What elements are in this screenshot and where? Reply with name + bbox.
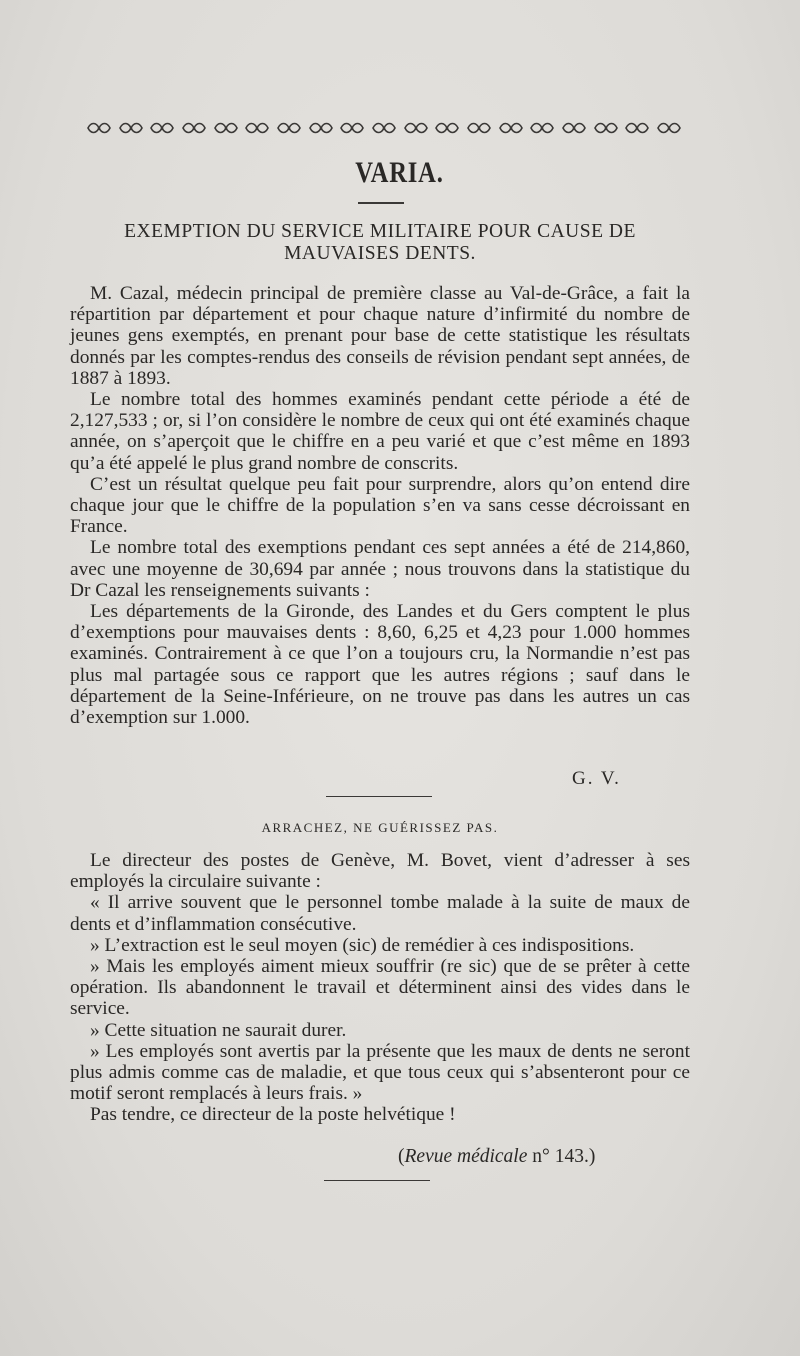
paragraph: Le nombre total des hommes examinés pendant cette période a été de 2,127,533 ; or, si l’on considère le nombre de ceux qui ont été examinés chaque année, on s’aperçoit que le chiffre en a peu varié et que c’est même en 1893 qu’a été appelé le plus grand nombre de conscrits. <box>70 389 690 474</box>
ornament-motif <box>244 121 270 135</box>
paragraph: Le directeur des postes de Genève, M. Bovet, vient d’adresser à ses employés la circulaire suivante : <box>70 850 690 893</box>
ornament-motif <box>498 121 524 135</box>
ornament-motif <box>624 121 650 135</box>
ornament-motif <box>656 121 682 135</box>
ornament-motif <box>213 121 239 135</box>
ornament-motif <box>529 121 555 135</box>
article-body <box>70 850 690 1126</box>
ornament-motif <box>403 121 429 135</box>
paragraph: » L’extraction est le seul moyen (sic) de remédier à ces indispositions. <box>90 934 635 956</box>
ornament-motif <box>308 121 334 135</box>
paragraph: Pas tendre, ce directeur de la poste helvétique ! <box>90 1104 456 1126</box>
heading-line-1: EXEMPTION DU SERVICE MILITAIRE POUR CAUSE DE <box>124 221 636 242</box>
ornament-motif <box>339 121 365 135</box>
paragraph: » Mais les employés aiment mieux souffrir (re sic) que de se prêter à cette opération. Ils abandonnent le travail et déterminent ainsi des vides dans le service. <box>70 956 690 1020</box>
paragraph: M. Cazal, médecin principal de première classe au Val-de-Grâce, a fait la répartition par département et pour chaque nature d’infirmité du nombre de jeunes gens exemptés, en prenant pour base de cette statistique les résultats donnés par les comptes-rendus des conseils de révision pendant sept années, de 1887 à 1893. <box>70 283 690 389</box>
signature: G. V. <box>572 768 621 789</box>
article-heading: ARRACHEZ, NE GUÉRISSEZ PAS. <box>261 820 499 835</box>
journal-title: Revue médicale <box>404 1146 528 1167</box>
ornament-motif <box>276 121 302 135</box>
ornament-motif <box>149 121 175 135</box>
ornament-motif <box>593 121 619 135</box>
ornament-motif <box>118 121 144 135</box>
paragraph: C’est un résultat quelque peu fait pour surprendre, alors qu’on entend dire chaque jour que le chiffre de la population s’en va sans cesse décroissant en France. <box>70 473 690 538</box>
paragraph: « Il arrive souvent que le personnel tombe malade à la suite de maux de dents et d’inflammation consécutive. <box>70 892 690 935</box>
paragraph: » Cette situation ne saurait durer. <box>90 1019 347 1041</box>
heading-line-2: MAUVAISES DENTS. <box>284 243 476 264</box>
source-citation: (Revue médicale n° 143.) <box>398 1146 596 1167</box>
ornament-motif <box>371 121 397 135</box>
paragraph: » Les employés sont avertis par la présente que les maux de dents ne seront plus admis comme cas de maladie, et que tous ceux qui s’absenteront pour ce motif seront remplacés à leurs frais. » <box>70 1040 690 1105</box>
end-rule <box>324 1180 430 1181</box>
paragraph: Le nombre total des exemptions pendant ces sept années a été de 214,860, avec une moyenne de 30,694 par année ; nous trouvons dans la statistique du Dr Cazal les renseignements suivants : <box>70 537 690 601</box>
paragraph: Les départements de la Gironde, des Landes et du Gers comptent le plus d’exemptions pour mauvaises dents : 8,60, 6,25 et 4,23 pour 1.000 hommes examinés. Contrairement à ce que l’on a toujours cru, la Normandie n’est pas plus mal partagée sous ce rapport que les autres régions ; sauf dans le département de la Seine-Inférieure, on ne trouve pas dans les autres un cas d’exemption sur 1.000. <box>70 601 690 729</box>
ornament-motif <box>561 121 587 135</box>
article-heading <box>70 221 690 265</box>
ornament-motif <box>86 121 112 135</box>
ornamental-border <box>86 118 682 138</box>
ornament-motif <box>466 121 492 135</box>
article-body <box>70 283 690 728</box>
ornament-motif <box>434 121 460 135</box>
title-rule <box>358 202 404 204</box>
section-title: VARIA. <box>355 156 444 189</box>
section-divider <box>326 796 432 797</box>
ornament-motif <box>181 121 207 135</box>
